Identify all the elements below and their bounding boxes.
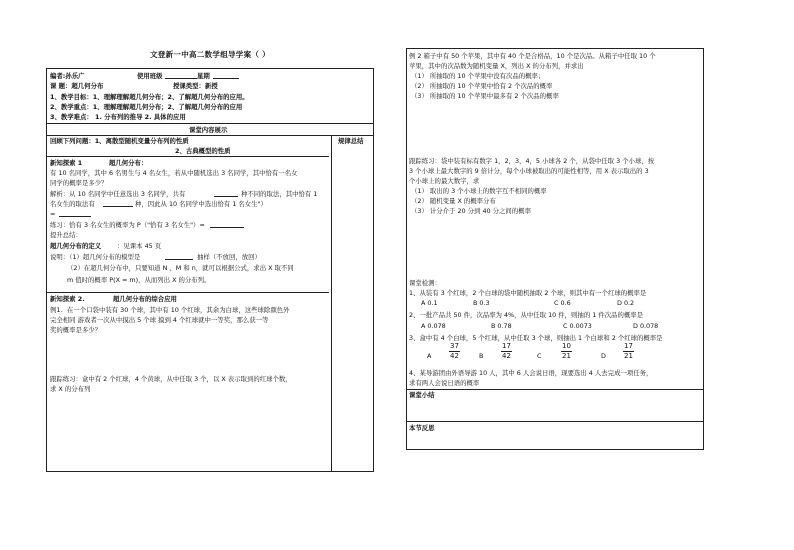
quiz-q3-option-a-fraction <box>449 343 460 360</box>
quiz-title: 课堂检测： <box>409 279 441 287</box>
tracking-item-3: （3） 计分介于 20 分到 40 分之间的概率 <box>411 207 531 215</box>
quiz-q1-option: A 0.1 <box>421 299 438 307</box>
quiz-q1-option: C 0.6 <box>554 299 571 307</box>
knowledge-1-p4b: 种，因此从 10 名同学中选出恰有 1 名女生"） <box>135 200 267 208</box>
knowledge-1-p4a: 名女生的取法有 <box>50 200 95 208</box>
quiz-q2-option: B 0.78 <box>491 322 512 330</box>
reflection-heading: 本节反思 <box>409 424 435 432</box>
note-3: m 值时的概率 P(X = m)，从而列出 X 的分布列。 <box>67 276 211 284</box>
quiz-q3-option-d-fraction <box>623 343 634 360</box>
goal-2: 2、教学重点：1、理解理解超几何分布；2、了解超几何分布的应用 <box>50 103 243 111</box>
quiz-q1-option: B 0.3 <box>473 299 490 307</box>
knowledge-1-p3a: 解析：从 10 名同学中任意选出 3 名同学，共有 <box>50 190 186 198</box>
quiz-q2-option: D 0.078 <box>633 322 659 330</box>
answer-blank <box>103 200 133 207</box>
goal-1: 1、教学目标：1、理解理解超几何分布；2、了解超几何分布的应用。 <box>50 93 249 101</box>
quiz-q2: 2、一批产品共 50 件，次品率为 4%，从中任取 10 件，则抽的 1 件次品的概率是 <box>409 311 644 319</box>
reviewer-label: 使用班级 <box>137 72 163 80</box>
divider <box>47 123 373 124</box>
side-header: 规律总结 <box>338 137 364 145</box>
fraction-denominator: 21 <box>624 352 633 360</box>
knowledge-2-sub: 超几何分布的综合应用 <box>113 295 177 303</box>
fraction-denominator: 42 <box>450 352 459 360</box>
knowledge-2-heading: 新知探索 2. <box>50 295 85 303</box>
goal-3: 3、教学难点： 1. 分布列的推导 2. 具体的应用 <box>50 113 186 121</box>
type-label: 授课类型：新授 <box>173 82 218 90</box>
knowledge-1-p3b: 种不同的取法，其中恰有 1 <box>241 190 318 198</box>
quiz-q3: 3、盒中有 4 个白球，5 个红球，从中任取 3 个球，则抽出 1 个白球和 2 个红球的概率是 <box>409 334 663 342</box>
note-1a: 说明：（1）超几何分布的模型是 <box>50 253 141 261</box>
tracking-line-2: 3 个小球上最大数字的 9 倍计分，每个小球被取出的可能性相等，用 X 表示取出的 3 <box>409 167 649 175</box>
divider <box>407 421 703 422</box>
knowledge-1-sub: 超几何分布： <box>109 159 148 167</box>
knowledge-1-heading: 新知探索 1 <box>50 159 83 167</box>
fraction-denominator: 42 <box>502 352 511 360</box>
knowledge-1-p5: = <box>50 210 56 218</box>
tracking-item-2: （2） 随机变量 X 的概率分布 <box>411 197 496 205</box>
author-label: 编者:孙乐广 <box>50 72 85 80</box>
tracking-line-3: 个小球上的最大数字，求 <box>409 177 480 185</box>
left-sheet <box>46 68 374 472</box>
right-sheet <box>406 48 704 450</box>
quiz-q4-line-2: 求有两人会说日语的概率 <box>409 379 480 387</box>
topic-label: 课 题：超几何分布 <box>50 82 104 90</box>
fraction-denominator: 21 <box>562 352 571 360</box>
column-divider <box>331 135 332 471</box>
answer-blank <box>214 190 238 197</box>
knowledge-1-p1: 有 10 名同学，其中 6 名男生与 4 名女生，若从中随机选出 3 名同学，其中恰有一名女 <box>50 169 298 177</box>
divider <box>47 135 373 136</box>
fraction-numerator: 10 <box>562 342 571 350</box>
example-1-line-3: 奖的概率是多少？ <box>50 326 102 334</box>
review-line-1: 回顾下列问题：1、离散型随机变量分布列的性质 <box>50 137 189 145</box>
quiz-q1: 1、从装有 3 个红球，2 个白球的袋中随机抽取 2 个球，则其中有一个红球的概率是 <box>409 289 647 297</box>
section-header: 课堂内容展示 <box>189 126 228 134</box>
answer-blank <box>59 210 91 217</box>
divider <box>47 292 329 293</box>
divider <box>47 156 329 157</box>
quiz-q2-option: A 0.078 <box>421 322 446 330</box>
example-1-line-2: 完全相同 游戏者一次从中摸出 5 个球 摸到 4 个红球就中一等奖，那么获一等 <box>50 316 269 324</box>
follow-up-line-1: 跟踪练习：盒中有 2 个红球，4 个黄球，从中任取 3 个，以 X 表示取到的红球个数， <box>50 375 292 383</box>
quiz-q3-option-b-label: B <box>479 352 484 360</box>
definition-heading: 超几何分布的定义 <box>50 242 102 250</box>
class-blank <box>165 72 197 79</box>
review-line-2: 2、古典概型的性质 <box>175 147 231 155</box>
tracking-item-1: （1） 取出的 3 个小球上的数字互不相同的概率 <box>411 187 547 195</box>
example-2-item-3: （3） 所抽取的 10 个苹果中最多有 2 个次品的概率 <box>411 92 559 100</box>
note-1b: 抽样（不放回，放回） <box>197 253 261 261</box>
date-blank <box>213 72 239 79</box>
knowledge-1-p2: 同学的概率是多少？ <box>50 179 108 187</box>
quiz-q3-option-b-fraction <box>501 343 512 360</box>
quiz-q4-line-1: 4、某导游团由外语导游 10 人，其中 6 人会说日语，现要选出 4 人去完成一项任务， <box>409 369 653 377</box>
tracking-line-1: 跟踪练习：袋中装有标有数字 1，2，3，4，5 小球各 2 个，从袋中任取 3 个小球，按 <box>409 157 655 165</box>
knowledge-1-p6: 练习：恰有 3 名女生的概率为 P（"恰有 3 名女生"）= <box>50 221 205 229</box>
summary-heading: 课堂小结 <box>409 391 435 399</box>
answer-blank <box>165 253 193 260</box>
quiz-q3-option-a-label: A <box>427 352 432 360</box>
quiz-q2-option: C 0.0073 <box>563 322 592 330</box>
example-2-item-1: （1） 所抽取的 10 个苹果中没有次品的概率； <box>411 72 545 80</box>
example-1-line-1: 在一个口袋中装有 30 个球，其中有 10 个红球，其余为白球，这些球除颜色外 <box>67 306 290 314</box>
fraction-numerator: 17 <box>624 342 633 350</box>
fraction-numerator: 17 <box>502 342 511 350</box>
example-2-line-1: 例 2 箱子中有 50 个苹果，其中有 40 个是合格品，10 个是次品。从箱子中任取 10 个 <box>409 52 656 60</box>
quiz-q3-option-d-label: D <box>601 352 606 360</box>
note-2: （2）在超几何分布中，只要知道 N 、M 和 n，就可以根据公式，求出 X 取不同 <box>67 264 294 272</box>
quiz-q3-option-c-fraction <box>561 343 572 360</box>
example-2-item-2: （2） 所抽取的 10 个苹果中恰有 2 个次品的概率 <box>411 82 553 90</box>
example-1-label: 例1. <box>50 306 63 314</box>
document-title: 文登新一中高二数学组导学案（ ） <box>150 50 270 59</box>
definition-text: ：见课本 45 页 <box>117 242 162 250</box>
date-label: 星期 <box>197 72 210 80</box>
divider <box>407 389 703 390</box>
quiz-q3-option-c-label: C <box>537 352 542 360</box>
answer-blank <box>210 221 244 228</box>
fraction-numerator: 37 <box>450 342 459 350</box>
quiz-q1-option: D 0.2 <box>617 299 635 307</box>
summary-label: 提升总结： <box>50 231 82 239</box>
follow-up-line-2: 求 X 的分布列 <box>50 385 91 393</box>
example-2-line-2: 苹果，其中的次品数为随机变量 X，列出 X 的分布列，并求出 <box>409 62 584 70</box>
